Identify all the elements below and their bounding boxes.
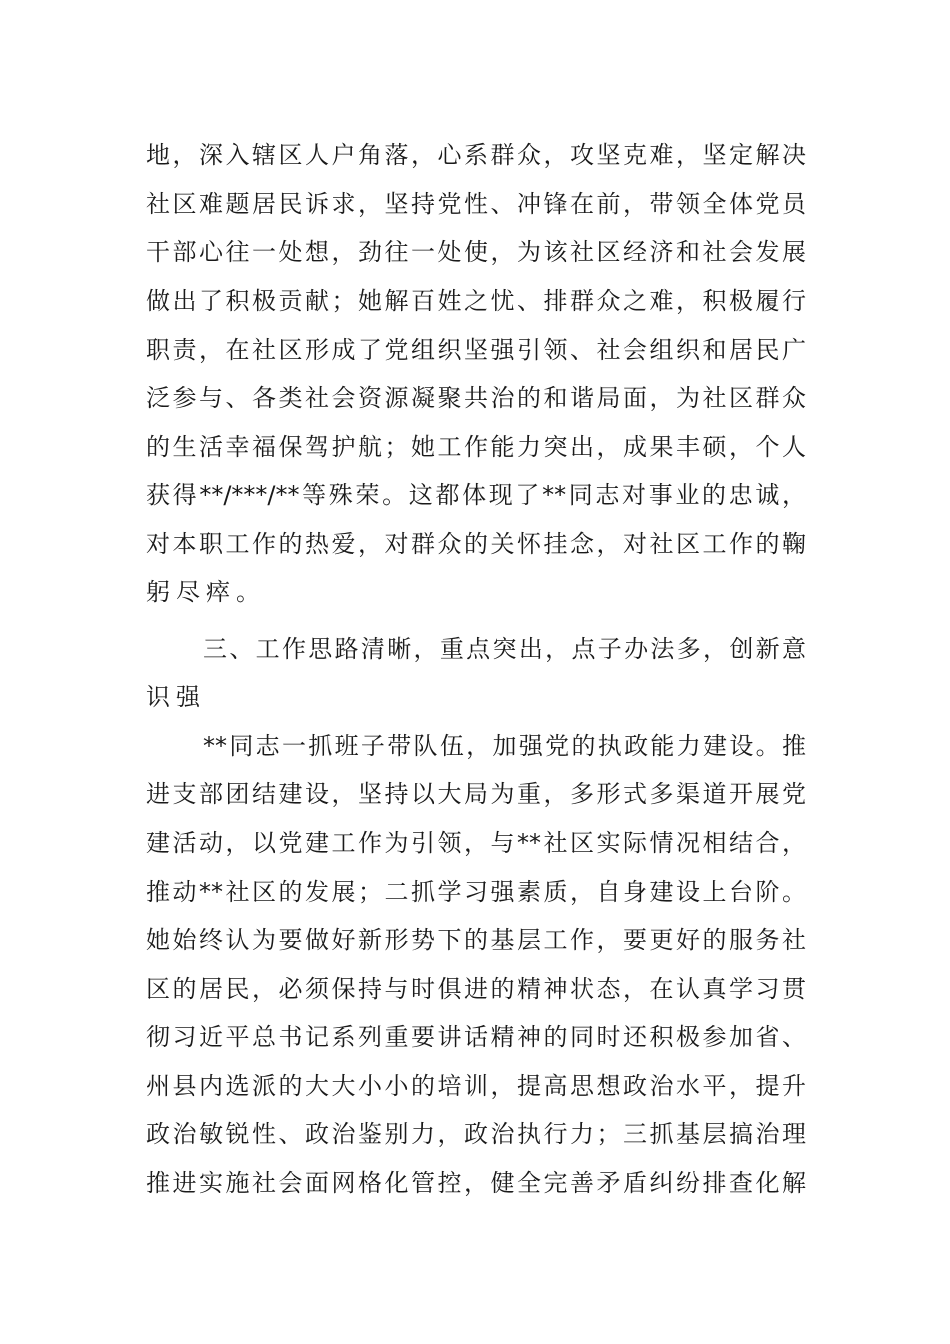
paragraph-line: 区的居民，必须保持与时俱进的精神状态，在认真学习贯: [146, 975, 806, 1003]
paragraph-line: 地，深入辖区人户角落，心系群众，攻坚克难，坚定解决: [146, 141, 806, 169]
paragraph-line: 推动**社区的发展；二抓学习强素质，自身建设上台阶。: [146, 878, 806, 906]
paragraph-line: 政治敏锐性、政治鉴别力，政治执行力；三抓基层搞治理: [146, 1120, 806, 1148]
section-heading-line: 三、工作思路清晰，重点突出，点子办法多，创新意: [203, 635, 806, 663]
paragraph-line: 进支部团结建设，坚持以大局为重，多形式多渠道开展党: [146, 780, 806, 808]
paragraph-line: 泛参与、各类社会资源凝聚共治的和谐局面，为社区群众: [146, 384, 806, 412]
paragraph-line: 社区难题居民诉求，坚持党性、冲锋在前，带领全体党员: [146, 190, 806, 218]
paragraph-line: 做出了积极贡献；她解百姓之忧、排群众之难，积极履行: [146, 287, 806, 315]
paragraph-line: 干部心往一处想，劲往一处使，为该社区经济和社会发展: [146, 238, 806, 266]
paragraph-line: 彻习近平总书记系列重要讲话精神的同时还积极参加省、: [146, 1023, 806, 1051]
paragraph-line: 对本职工作的热爱，对群众的关怀挂念，对社区工作的鞠: [146, 530, 806, 558]
paragraph-line: 推进实施社会面网格化管控，健全完善矛盾纠纷排查化解: [146, 1169, 806, 1197]
paragraph-line: 躬尽瘁。: [146, 578, 266, 606]
paragraph-line: 州县内选派的大大小小的培训，提高思想政治水平，提升: [146, 1072, 806, 1100]
paragraph-line: **同志一抓班子带队伍，加强党的执政能力建设。推: [203, 732, 806, 760]
paragraph-line: 的生活幸福保驾护航；她工作能力突出，成果丰硕，个人: [146, 433, 806, 461]
section-heading-line: 识强: [146, 683, 206, 711]
paragraph-line: 建活动，以党建工作为引领，与**社区实际情况相结合，: [146, 829, 806, 857]
paragraph-line: 职责，在社区形成了党组织坚强引领、社会组织和居民广: [146, 336, 806, 364]
paragraph-line: 获得**/***/**等殊荣。这都体现了**同志对事业的忠诚，: [146, 481, 806, 509]
paragraph-line: 她始终认为要做好新形势下的基层工作，要更好的服务社: [146, 926, 806, 954]
